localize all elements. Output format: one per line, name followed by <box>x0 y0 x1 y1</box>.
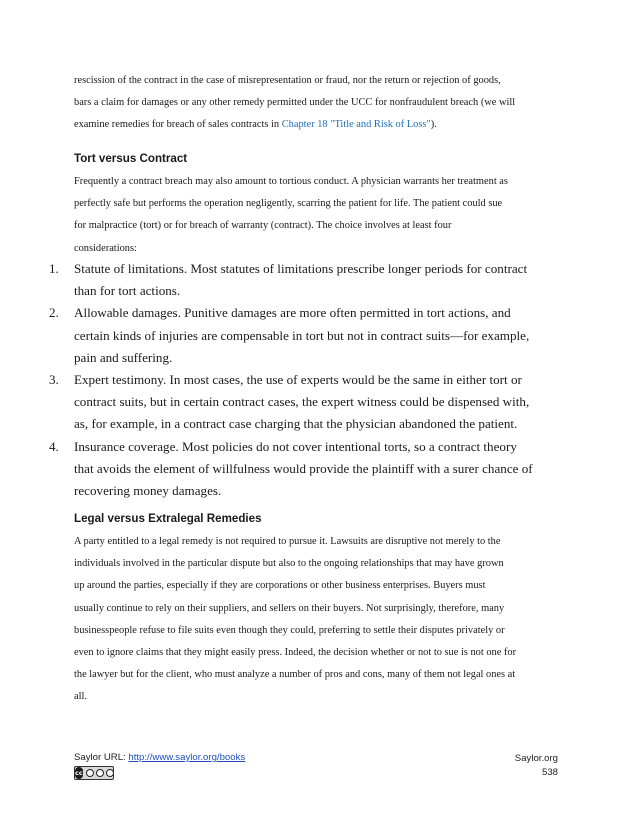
text-line: the lawyer but for the client, who must analyze a number of pros and cons, many of them not legal ones at <box>74 669 516 681</box>
section2-paragraph <box>74 531 558 709</box>
footer-right <box>515 752 558 780</box>
list-number: 1. <box>49 261 59 276</box>
considerations-list <box>0 258 560 502</box>
text-line: than for tort actions. <box>74 283 181 299</box>
text-line: considerations: <box>74 242 137 254</box>
footer-url <box>74 752 245 763</box>
text-line: businesspeople refuse to file suits even though they could, preferring to settle their disputes privately or <box>74 624 505 636</box>
text-line: A party entitled to a legal remedy is not required to pursue it. Lawsuits are disruptive not merely to the <box>74 536 501 547</box>
cc-icon: cc <box>75 769 83 777</box>
page-number: 538 <box>541 767 558 778</box>
attribution-icon <box>86 769 94 777</box>
text-line: perfectly safe but performs the operation negligently, scarring the patient for life. The patient could sue <box>74 198 503 210</box>
section-heading-tort-vs-contract: Tort versus Contract <box>74 152 188 165</box>
text-line: contract suits, but in certain contract cases, the expert witness could be dispensed with, <box>74 394 530 410</box>
saylor-books-link[interactable]: http://www.saylor.org/books <box>128 752 246 763</box>
text-line: pain and suffering. <box>74 349 173 365</box>
text-line: recovering money damages. <box>74 483 222 499</box>
list-number: 3. <box>49 372 59 388</box>
footer-site: Saylor.org <box>514 753 558 764</box>
list-item <box>0 258 560 302</box>
section-heading-legal-vs-extralegal: Legal versus Extralegal Remedies <box>74 512 262 525</box>
list-number: 4. <box>49 438 59 454</box>
text-line: that avoids the element of willfulness would provide the plaintiff with a surer chance of <box>74 460 533 476</box>
text-line: Insurance coverage. Most policies do not cover intentional torts, so a contract theory <box>74 438 517 454</box>
footer-url-label: Saylor URL: <box>74 752 129 763</box>
text-line: ). <box>430 119 437 131</box>
chapter-18-link[interactable]: Chapter 18 "Title and Risk of Loss" <box>281 119 431 131</box>
text-line: examine remedies for breach of sales contracts in <box>74 119 282 131</box>
list-item <box>0 302 560 369</box>
list-item <box>0 369 560 436</box>
text-line: bars a claim for damages or any other remedy permitted under the UCC for nonfraudulent breach (we will <box>74 97 516 109</box>
top-paragraph <box>74 70 558 137</box>
text-line: usually continue to rely on their suppliers, and sellers on their buyers. Not surprisingly, therefore, many <box>74 602 505 614</box>
text-line: certain kinds of injuries are compensable in tort but not in contract suits—for example, <box>74 327 530 343</box>
text-line: rescission of the contract in the case of misrepresentation or fraud, nor the return or rejection of goods, <box>74 75 501 86</box>
text-line: Allowable damages. Punitive damages are more often permitted in tort actions, and <box>74 305 511 321</box>
text-line: as, for example, in a contract case charging that the physician abandoned the patient. <box>74 416 518 432</box>
text-line: Statute of limitations. Most statutes of limitations prescribe longer periods for contract <box>74 261 528 276</box>
text-line: up around the parties, especially if they are corporations or other business enterprises. Buyers must <box>74 580 486 592</box>
text-line: Frequently a contract breach may also amount to tortious conduct. A physician warrants her treatment as <box>74 176 508 187</box>
section1-paragraph <box>74 171 558 260</box>
text-line: Expert testimony. In most cases, the use of experts would be the same in either tort or <box>74 372 522 388</box>
noncommercial-icon <box>96 769 104 777</box>
text-line: individuals involved in the particular dispute but also to the ongoing relationships that may have grown <box>74 558 504 570</box>
text-line: all. <box>74 691 87 703</box>
list-number: 2. <box>49 305 59 321</box>
creative-commons-badge[interactable] <box>74 766 114 780</box>
share-alike-icon <box>106 769 114 777</box>
text-line: for malpractice (tort) or for breach of warranty (contract). The choice involves at least four <box>74 220 452 232</box>
text-line: even to ignore claims that they might easily press. Indeed, the decision whether or not to sue is not one for <box>74 647 517 659</box>
list-item <box>0 436 560 503</box>
